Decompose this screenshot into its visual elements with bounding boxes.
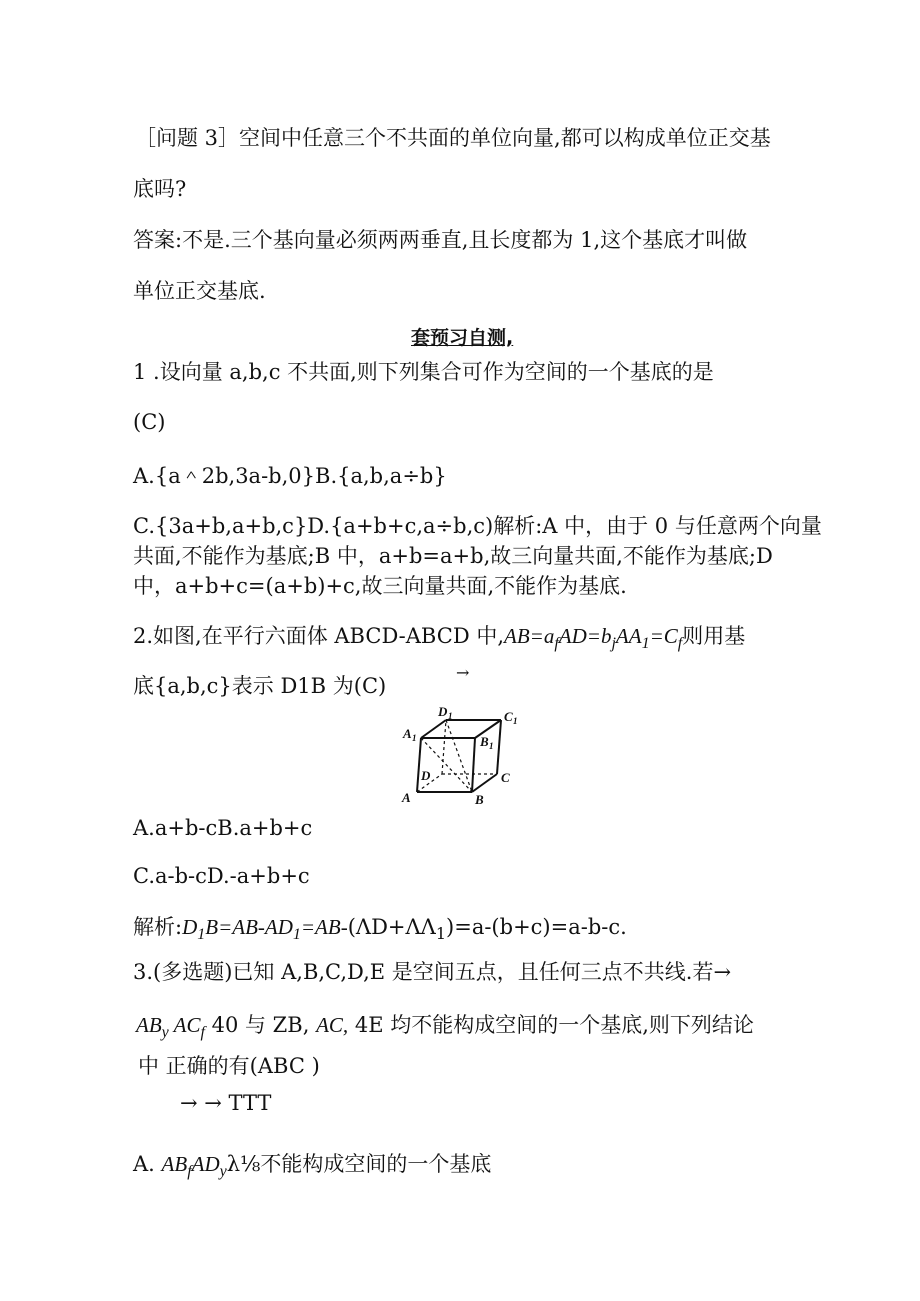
vector-c: =C [649,624,678,648]
vector-arrow: → [456,663,470,682]
label-a1-sub: 1 [412,733,417,743]
label-c1: C [504,709,513,724]
subscript: j [611,635,616,653]
problem-2-stem-line-2: 底{a,b,c}表示 D1B 为(C) [133,674,387,698]
problem-3-option-a [133,1150,491,1186]
label-a1: A [403,726,412,741]
problem-1-solution-line-1: C.{3a+b,a+b,c}D.{a+b+c,a÷b,c)解析:A 中，由于 0 与任意两个向量 [133,514,822,538]
vector-expr-2: =AB- [300,915,348,939]
label-c: C [501,770,510,785]
problem-2-options-ab: A.a+b-cB.a+b+c [133,816,313,840]
problem-1-stem: 1 .设向量 a,b,c 不共面,则下列集合可作为空间的一个基底的是 [133,360,714,384]
vector-ad: AD [191,1152,220,1176]
vector-d1: D [182,915,198,939]
label-c1-sub: 1 [513,716,518,726]
problem-1-answer: (C) [133,410,166,434]
problem-2-stem-tail: 则用基 [682,624,746,648]
parallelepiped-figure [398,702,524,808]
problem-2-stem [133,622,745,658]
subscript: 1 [641,635,650,653]
subscript: y [219,1163,227,1181]
option-text: λ⅛不能构成空间的一个基底 [226,1152,492,1176]
problem-3-line-3: 中 正确的有(ABC ) [138,1054,320,1078]
label-d1: D [438,704,448,719]
problem-1-options-ab: A.{a＾2b,3a-b,0}B.{a,b,a÷b} [133,464,447,488]
problem-2-stem-text: 2.如图,在平行六面体 ABCD-ABCD 中, [133,624,505,648]
label-a: A [402,790,411,805]
answer-line-1: 答案:不是.三个基向量必须两两垂直,且长度都为 1,这个基底才叫做 [133,228,748,252]
problem-2-solution [133,913,627,949]
label-b: B [475,792,484,807]
subscript: 1 [197,926,206,944]
solution-result: )=a-(b+c)=a-b-c. [446,915,627,939]
problem-1-solution-line-3: 中，a+b+c=(a+b)+c,故三向量共面,不能作为基底. [133,574,627,598]
subscript: 1 [292,926,301,944]
question-3-line-2: 底吗? [133,177,187,201]
vector-ac: AC [168,1013,201,1037]
subscript: f [187,1163,192,1181]
subscript: f [200,1024,205,1042]
option-label: A. [133,1152,162,1176]
label-d: D [421,768,431,783]
vector-expr: B=AB-AD [205,915,293,939]
subscript: f [677,635,683,653]
question-3-line-1: ［问题 3］空间中任意三个不共面的单位向量,都可以构成单位正交基 [135,126,771,150]
label-b1: B [480,734,489,749]
problem-3-arrows: → → TTT [180,1091,272,1115]
problem-3-line-2 [136,1011,754,1047]
subscript: y [161,1024,169,1042]
vector-ab: AB [136,1013,162,1037]
solution-label: 解析: [133,915,183,939]
section-title: 套预习自测, [411,327,514,349]
problem-3-text-tail: 4E 均不能构成空间的一个基底,则下列结论 [348,1013,754,1037]
label-d1-sub: 1 [448,711,453,721]
problem-3-stem: 3.(多选题)已知 A,B,C,D,E 是空间五点，且任何三点不共线.若→ [133,960,732,984]
problem-3-text: 40 与 ZB, [204,1013,317,1037]
problem-2-options-cd: C.a-b-cD.-a+b+c [133,864,310,888]
subscript: 1 [435,924,447,944]
problem-1-solution-line-2: 共面,不能作为基底;B 中，a+b=a+b,故三向量共面,不能作为基底;D [133,544,773,568]
solution-expr: (ΛD+ΛΛ [347,915,436,939]
subscript: f [554,635,559,653]
vector-aa1: AA [615,624,642,648]
vector-ab: AB=a [504,624,555,648]
answer-line-2: 单位正交基底. [133,279,266,303]
vector-ab: AB [161,1152,188,1176]
label-b1-sub: 1 [489,741,494,751]
vector-ad: AD=b [558,624,612,648]
vector-ac-2: AC, [316,1013,349,1037]
